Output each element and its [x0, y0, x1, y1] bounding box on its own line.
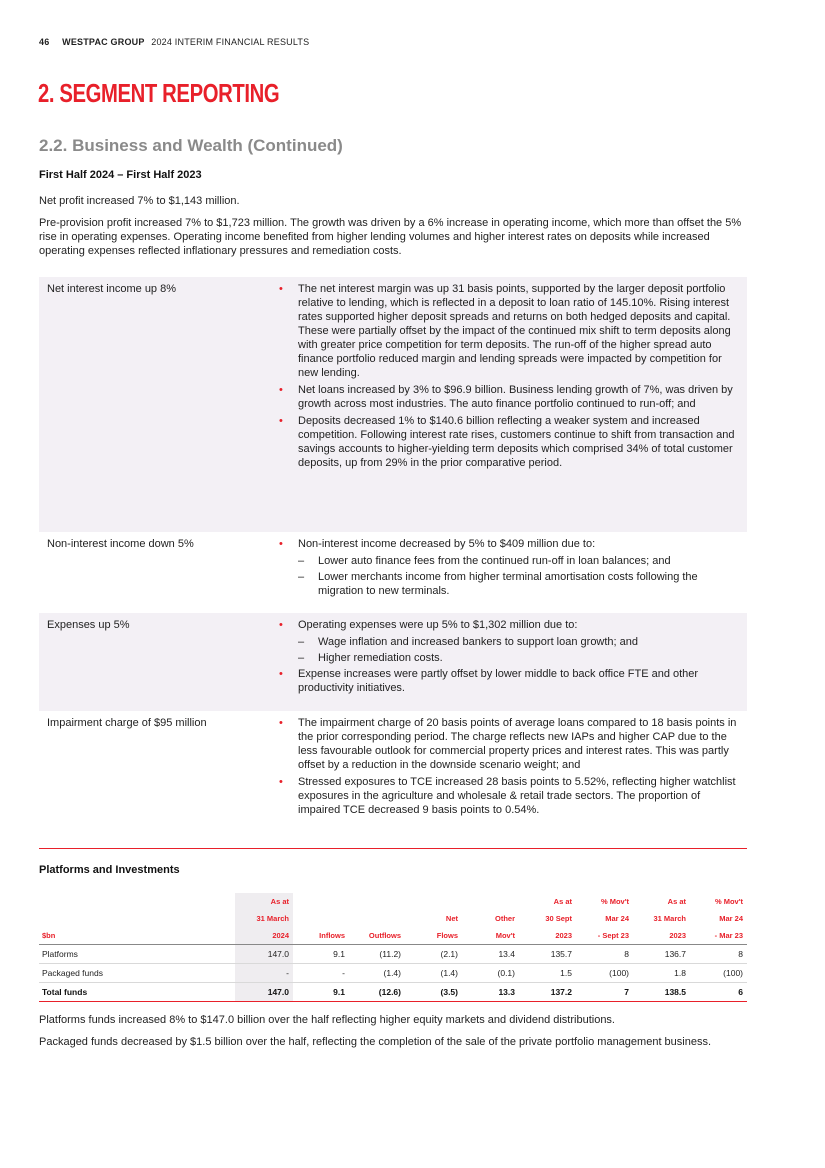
segment-row [39, 532, 747, 613]
intro-paragraph: Net profit increased 7% to $1,143 million. [39, 195, 240, 207]
column-header: 2024 [235, 927, 293, 945]
column-header [462, 893, 519, 910]
column-header [39, 910, 235, 927]
column-header: As at [235, 893, 293, 910]
column-header: Inflows [293, 927, 349, 945]
table-cell: (11.2) [349, 945, 405, 964]
segment-body [277, 537, 747, 607]
column-header: 31 March [653, 914, 686, 923]
segment-label: Expenses up 5% [47, 619, 130, 631]
table-header-row [39, 893, 747, 910]
table-cell: Total funds [39, 983, 235, 1002]
column-header: As at [553, 897, 572, 906]
closing-paragraph: Packaged funds decreased by $1.5 billion over the half, reflecting the completion of the sale of the private portfolio management business. [39, 1036, 712, 1048]
segment-body [277, 282, 747, 526]
page-number: 46 [39, 37, 50, 47]
column-header [405, 893, 462, 910]
table-cell: (1.4) [349, 964, 405, 983]
bullet-item: • Deposits decreased 1% to $140.6 billion reflecting a weaker system and increased competition. Following interest rate rises, customers continue to shift from transaction and savings accounts to higher-yielding term deposits which comprised 34% of total customer deposits, up from 29% in the prior comparative period. [277, 414, 741, 470]
column-header [39, 893, 235, 910]
segment-label: Non-interest income down 5% [47, 538, 194, 550]
table-cell: (100) [690, 964, 747, 983]
table-cell: 9.1 [293, 945, 349, 964]
column-header: Other [494, 914, 515, 923]
table-cell: 136.7 [633, 945, 690, 964]
table-cell: 137.2 [519, 983, 576, 1002]
table-row [39, 945, 747, 964]
segment-table [39, 277, 747, 826]
segment-label: Impairment charge of $95 million [47, 717, 207, 729]
bullet-item: • Expense increases were partly offset by lower middle to back office FTE and other productivity initiatives. [277, 667, 741, 695]
table-header-row [39, 910, 747, 927]
bullet-item: • The impairment charge of 20 basis points of average loans compared to 18 basis points in the prior corresponding period. The charge reflects new IAPs and higher CAP due to the less favourable outlook for commercial property prices and interest rates. This was partly offset by a reduction in the downside scenario weight; and [277, 716, 741, 772]
table-row [39, 964, 747, 983]
table-cell: 13.4 [462, 945, 519, 964]
dash-item: – Higher remediation costs. [277, 651, 741, 665]
column-header: As at [667, 897, 686, 906]
table-cell: (1.4) [405, 964, 462, 983]
segment-body [277, 716, 747, 820]
table-cell: 1.8 [633, 964, 690, 983]
brand-name: WESTPAC GROUP [62, 37, 145, 47]
table-cell: 147.0 [235, 945, 293, 964]
table-cell: - [235, 964, 293, 983]
section-divider [39, 848, 747, 849]
segment-label: Net interest income up 8% [47, 283, 177, 295]
dash-item: – Lower merchants income from higher terminal amortisation costs following the migration to new terminals. [277, 570, 741, 598]
platforms-title: Platforms and Investments [39, 864, 180, 876]
column-header: Mar 24 [605, 914, 629, 923]
table-cell: (12.6) [349, 983, 405, 1002]
table-cell: 138.5 [633, 983, 690, 1002]
table-cell: 1.5 [519, 964, 576, 983]
column-header: Flows [405, 927, 462, 945]
document-title: 2024 INTERIM FINANCIAL RESULTS [151, 37, 310, 47]
running-header [39, 37, 309, 47]
segment-row [39, 613, 747, 711]
column-header: 2023 [633, 927, 690, 945]
bullet-item: • Operating expenses were up 5% to $1,302 million due to: [277, 618, 741, 632]
dash-item: – Lower auto finance fees from the continued run-off in loan balances; and [277, 554, 741, 568]
column-header: Mar 24 [719, 914, 743, 923]
section-title: 2. SEGMENT REPORTING [38, 78, 280, 108]
table-cell: 147.0 [235, 983, 293, 1002]
table-header-row [39, 927, 747, 945]
table-cell: (100) [576, 964, 633, 983]
column-header: Mov't [462, 927, 519, 945]
bullet-item: • Stressed exposures to TCE increased 28 basis points to 5.52%, reflecting higher watchlist exposures in the agriculture and wholesale & retail trade sectors. The proportion of impaired TCE decreased 9 basis points to 0.54%. [277, 775, 741, 817]
column-header: % Mov't [714, 897, 743, 906]
column-header: % Mov't [600, 897, 629, 906]
column-header [349, 910, 405, 927]
column-header: 30 Sept [545, 914, 572, 923]
sub-title: 2.2. Business and Wealth (Continued) [39, 136, 343, 155]
table-cell: 13.3 [462, 983, 519, 1002]
column-header: - Sept 23 [576, 927, 633, 945]
column-header: - Mar 23 [690, 927, 747, 945]
table-cell: (0.1) [462, 964, 519, 983]
table-cell: (3.5) [405, 983, 462, 1002]
segment-row [39, 277, 747, 532]
bullet-item: • Non-interest income decreased by 5% to $409 million due to: [277, 537, 741, 551]
dash-item: – Wage inflation and increased bankers to support loan growth; and [277, 635, 741, 649]
column-header [293, 910, 349, 927]
table-cell: - [293, 964, 349, 983]
table-cell: 6 [690, 983, 747, 1002]
table-cell: 8 [576, 945, 633, 964]
column-header [349, 893, 405, 910]
intro-paragraph: Pre-provision profit increased 7% to $1,723 million. The growth was driven by a 6% increase in operating income, which more than offset the 5% rise in operating expenses. Operating income benefited from higher lending volumes and higher interest rates on deposits while increased operating expenses reflected inflationary pressures and remediation costs. [39, 217, 742, 257]
column-header: 2023 [519, 927, 576, 945]
closing-paragraph: Platforms funds increased 8% to $147.0 billion over the half reflecting higher equity markets and dividend distributions. [39, 1014, 615, 1026]
bullet-item: • The net interest margin was up 31 basis points, supported by the larger deposit portfolio relative to lending, which is reflected in a deposit to loan ratio of 145.10%. Rising interest rates supported higher deposit spreads and returns on both hedged deposits and capital. These were partially offset by the impact of the continued mix shift to term deposits along with greater price competition for term deposits. The run-off of the higher spread auto finance portfolio reduced margin and lending spreads were impacted by competition for new lending. [277, 282, 741, 380]
period-title: First Half 2024 – First Half 2023 [39, 169, 202, 181]
table-cell: Platforms [39, 945, 235, 964]
table-cell: 9.1 [293, 983, 349, 1002]
column-header: Outflows [349, 927, 405, 945]
platforms-table [39, 893, 747, 1002]
table-cell: Packaged funds [39, 964, 235, 983]
table-cell: 8 [690, 945, 747, 964]
segment-row [39, 711, 747, 826]
segment-body [277, 618, 747, 705]
column-header [293, 893, 349, 910]
bullet-item: • Net loans increased by 3% to $96.9 billion. Business lending growth of 7%, was driven by growth across most industries. The auto finance portfolio continued to run-off; and [277, 383, 741, 411]
column-header: 31 March [235, 910, 293, 927]
column-header: Net [445, 914, 458, 923]
column-header: $bn [39, 927, 235, 945]
table-cell: 135.7 [519, 945, 576, 964]
total-row [39, 983, 747, 1002]
table-cell: 7 [576, 983, 633, 1002]
table-cell: (2.1) [405, 945, 462, 964]
